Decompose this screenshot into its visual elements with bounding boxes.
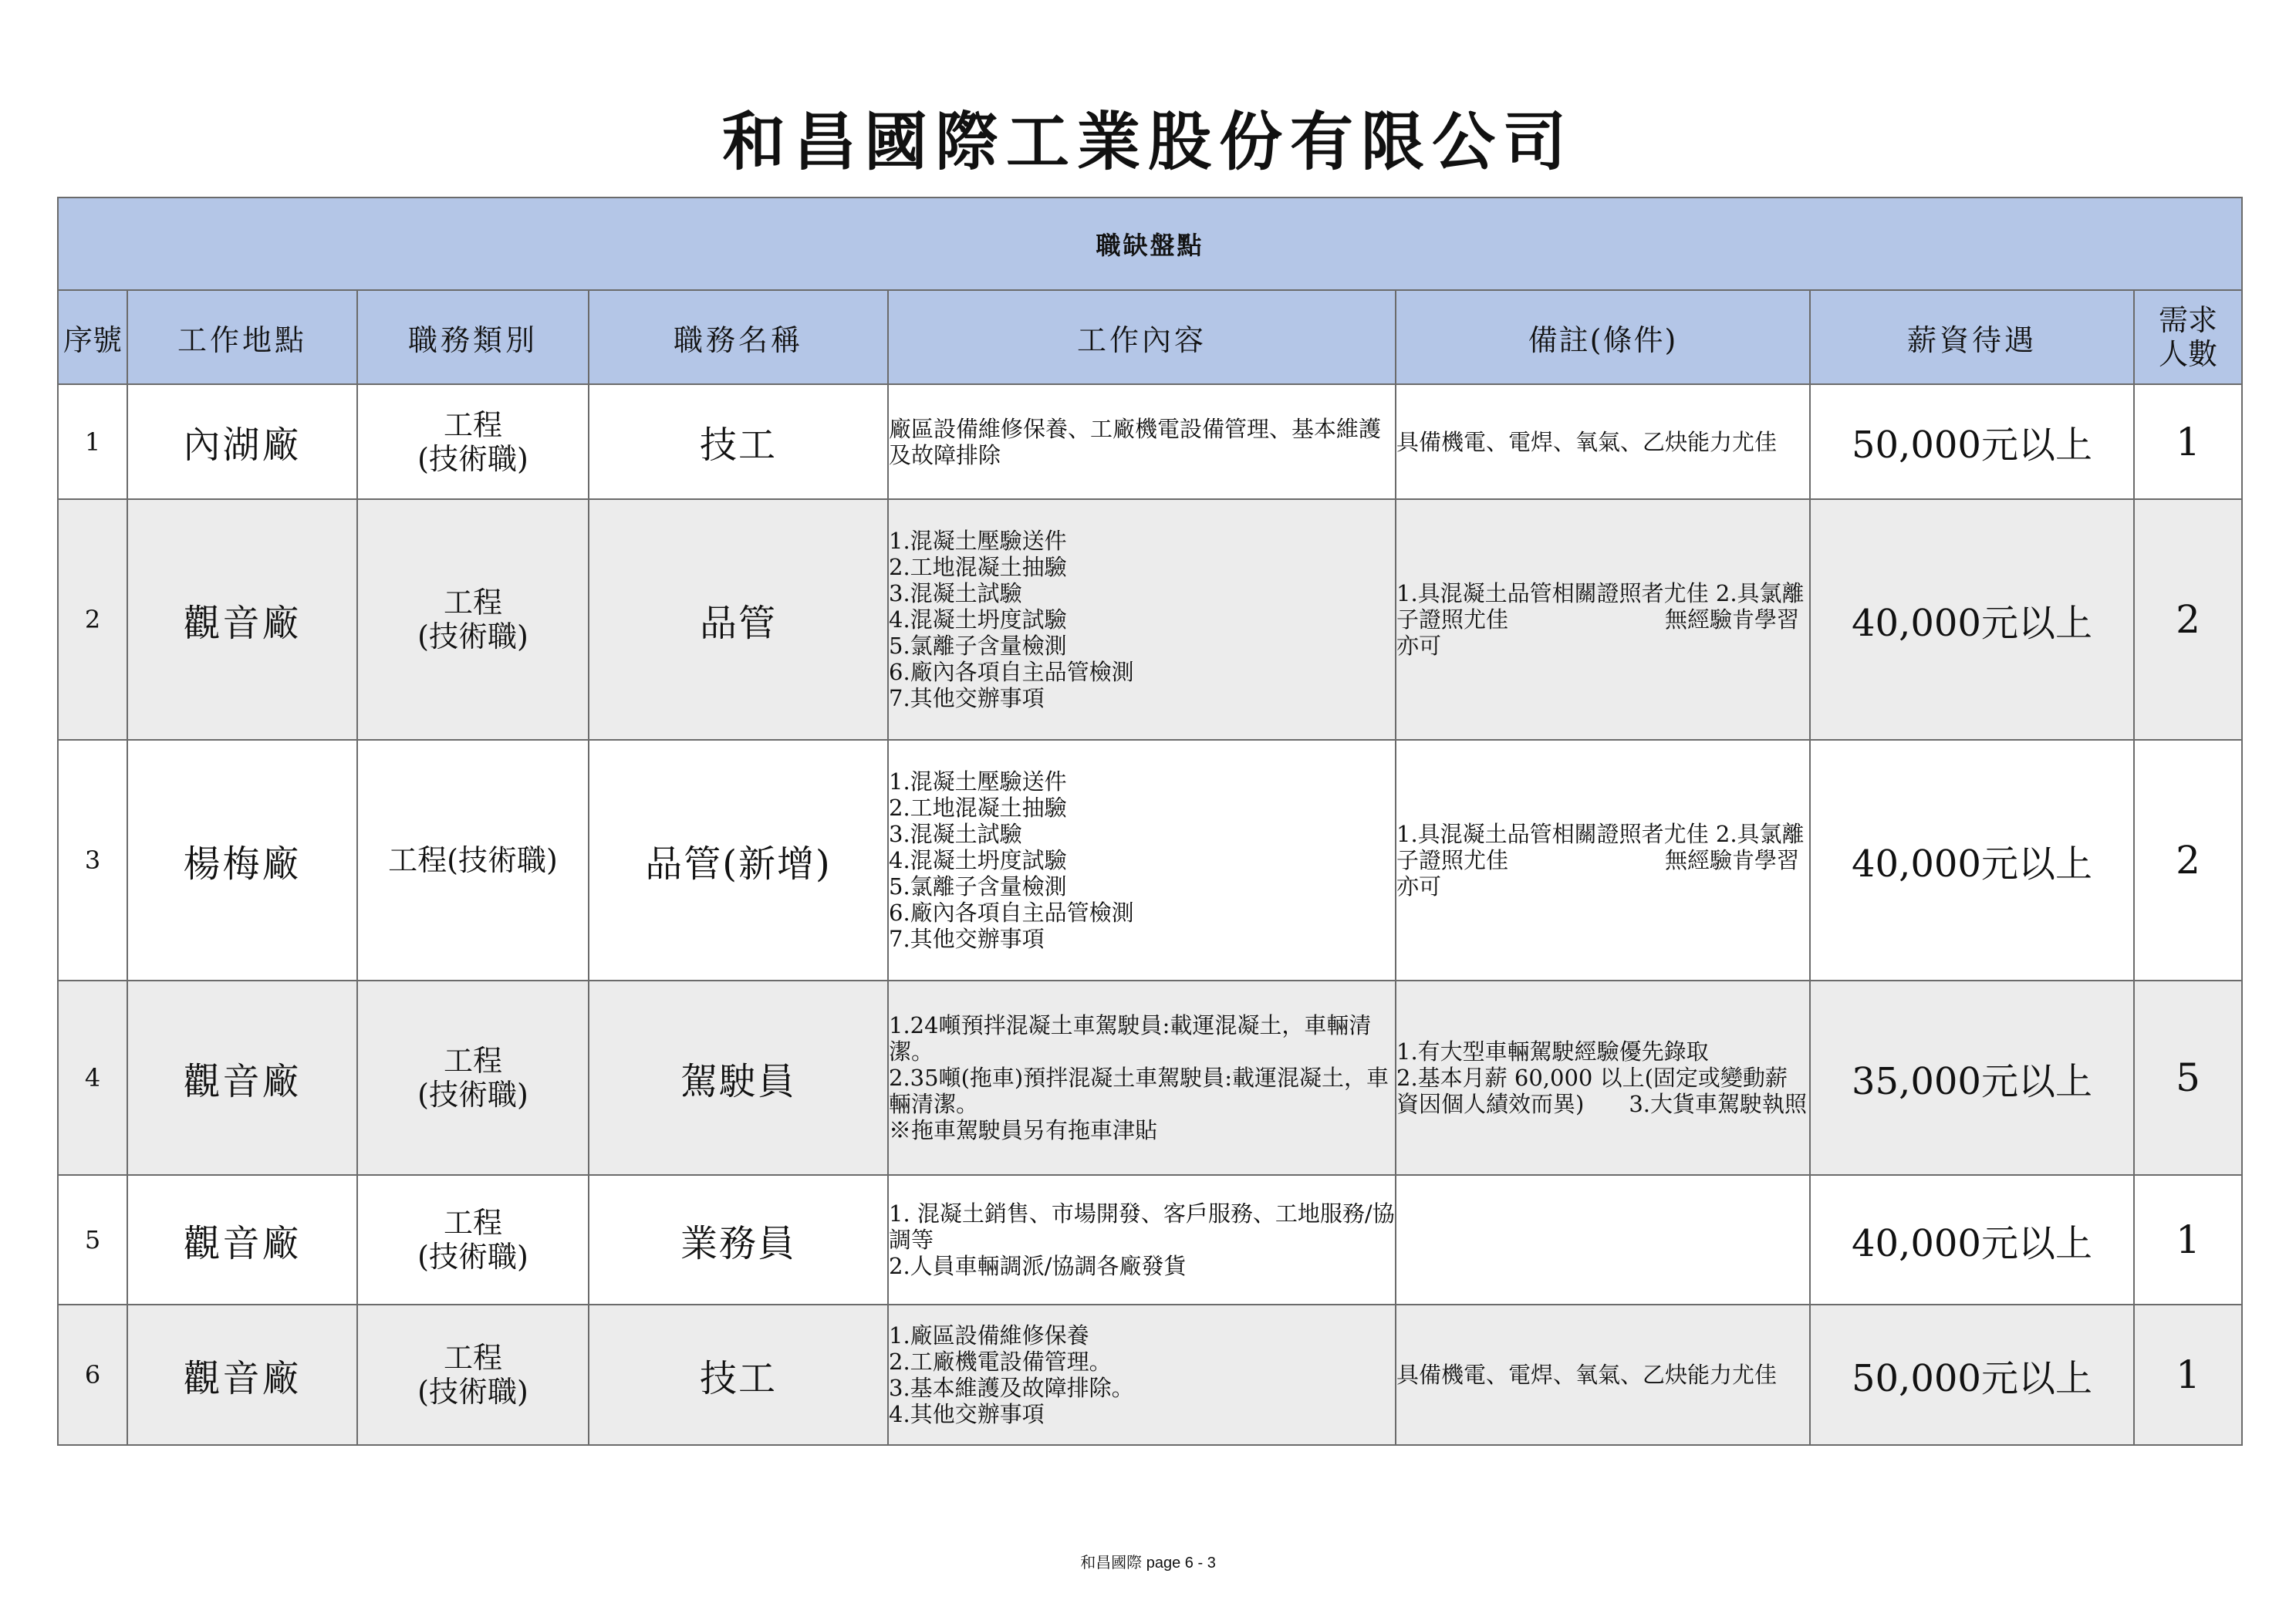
row-location: 觀音廠 — [127, 1305, 357, 1445]
row-notes — [1396, 1175, 1810, 1305]
row-salary: 40,000元以上 — [1810, 740, 2134, 981]
row-no: 3 — [58, 740, 127, 981]
row-count: 2 — [2134, 740, 2242, 981]
row-job-name: 駕駛員 — [589, 981, 888, 1175]
row-location: 觀音廠 — [127, 981, 357, 1175]
row-count: 1 — [2134, 1175, 2242, 1305]
row-no: 2 — [58, 499, 127, 740]
row-job-name: 業務員 — [589, 1175, 888, 1305]
row-job-name: 技工 — [589, 1305, 888, 1445]
row-category: 工程 (技術職) — [357, 1175, 589, 1305]
row-count: 1 — [2134, 384, 2242, 499]
row-no: 6 — [58, 1305, 127, 1445]
header-category: 職務類別 — [357, 290, 589, 384]
header-no: 序號 — [58, 290, 127, 384]
header-description: 工作內容 — [888, 290, 1396, 384]
row-no: 1 — [58, 384, 127, 499]
row-salary: 40,000元以上 — [1810, 1175, 2134, 1305]
table-row — [58, 1175, 2242, 1305]
page-footer: 和昌國際 page 6 - 3 — [1080, 1555, 1216, 1572]
row-no: 5 — [58, 1175, 127, 1305]
table-row — [58, 384, 2242, 499]
row-category: 工程 (技術職) — [357, 981, 589, 1175]
row-notes: 具備機電、電焊、氧氣、乙炔能力尤佳 — [1396, 384, 1810, 499]
table-row — [58, 499, 2242, 740]
header-location: 工作地點 — [127, 290, 357, 384]
table-title: 職缺盤點 — [58, 198, 2242, 290]
header-row — [58, 290, 2242, 384]
row-notes: 1.具混凝土品管相關證照者尤佳 2.具氯離子證照尤佳 無經驗肯學習亦可 — [1396, 740, 1810, 981]
row-no: 4 — [58, 981, 127, 1175]
header-job-name: 職務名稱 — [589, 290, 888, 384]
row-location: 楊梅廠 — [127, 740, 357, 981]
table-row — [58, 1305, 2242, 1445]
header-notes: 備註(條件) — [1396, 290, 1810, 384]
row-salary: 50,000元以上 — [1810, 1305, 2134, 1445]
row-description: 1.24噸預拌混凝土車駕駛員:載運混凝土，車輛清潔。 2.35噸(拖車)預拌混凝土車駕駛員:載運混凝土，車輛清潔。 ※拖車駕駛員另有拖車津貼 — [888, 981, 1396, 1175]
row-location: 觀音廠 — [127, 499, 357, 740]
row-description: 廠區設備維修保養、工廠機電設備管理、基本維護及故障排除 — [888, 384, 1396, 499]
row-description: 1.混凝土壓驗送件 2.工地混凝土抽驗 3.混凝土試驗 4.混凝土坍度試驗 5.氯離子含量檢測 6.廠內各項自主品管檢測 7.其他交辦事項 — [888, 499, 1396, 740]
job-vacancy-table — [57, 197, 2243, 1446]
row-notes: 1.有大型車輛駕駛經驗優先錄取 2.基本月薪 60,000 以上(固定或變動薪資因個人績效而異) 3.大貨車駕駛執照 — [1396, 981, 1810, 1175]
row-description: 1.廠區設備維修保養 2.工廠機電設備管理。 3.基本維護及故障排除。 4.其他交辦事項 — [888, 1305, 1396, 1445]
row-location: 內湖廠 — [127, 384, 357, 499]
row-location: 觀音廠 — [127, 1175, 357, 1305]
company-title: 和昌國際工業股份有限公司 — [721, 106, 1574, 179]
row-salary: 35,000元以上 — [1810, 981, 2134, 1175]
row-job-name: 技工 — [589, 384, 888, 499]
table-row — [58, 740, 2242, 981]
table-row — [58, 981, 2242, 1175]
row-description: 1. 混凝土銷售、市場開發、客戶服務、工地服務/協調等 2.人員車輛調派/協調各廠發貨 — [888, 1175, 1396, 1305]
row-category: 工程 (技術職) — [357, 1305, 589, 1445]
row-notes: 1.具混凝土品管相關證照者尤佳 2.具氯離子證照尤佳 無經驗肯學習亦可 — [1396, 499, 1810, 740]
row-category: 工程 (技術職) — [357, 499, 589, 740]
row-job-name: 品管 — [589, 499, 888, 740]
row-category: 工程 (技術職) — [357, 384, 589, 499]
header-salary: 薪資待遇 — [1810, 290, 2134, 384]
row-category: 工程(技術職) — [357, 740, 589, 981]
row-salary: 40,000元以上 — [1810, 499, 2134, 740]
row-job-name: 品管(新增) — [589, 740, 888, 981]
row-salary: 50,000元以上 — [1810, 384, 2134, 499]
header-count: 需求 人數 — [2134, 290, 2242, 384]
row-description: 1.混凝土壓驗送件 2.工地混凝土抽驗 3.混凝土試驗 4.混凝土坍度試驗 5.氯離子含量檢測 6.廠內各項自主品管檢測 7.其他交辦事項 — [888, 740, 1396, 981]
row-count: 2 — [2134, 499, 2242, 740]
row-count: 1 — [2134, 1305, 2242, 1445]
row-notes: 具備機電、電焊、氧氣、乙炔能力尤佳 — [1396, 1305, 1810, 1445]
row-count: 5 — [2134, 981, 2242, 1175]
